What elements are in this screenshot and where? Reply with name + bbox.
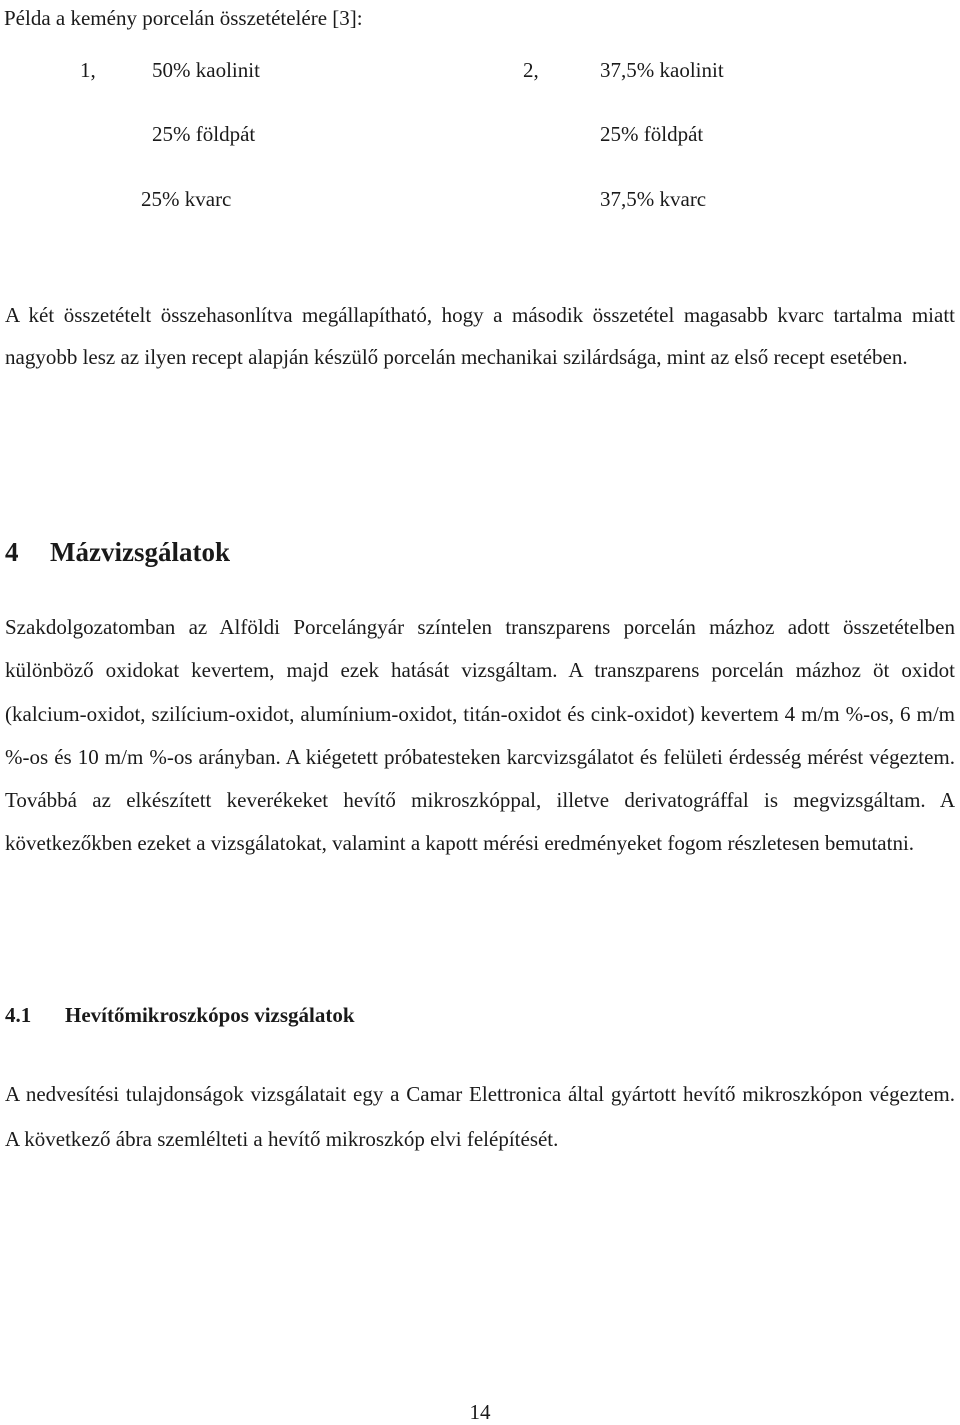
intro-text: Példa a kemény porcelán összetételére [3]: [4, 6, 363, 30]
subsection-number: 4.1 [5, 1003, 32, 1027]
subsection-heading [5, 1003, 355, 1028]
recipe-kvarc: 37,5% kvarc [600, 187, 707, 211]
section-title: Mázvizsgálatok [50, 537, 230, 567]
section-paragraph: Szakdolgozatomban az Alföldi Porcelángyár színtelen transzparens porcelán mázhoz adott összetételben különböző oxidokat kevertem, majd ezek hatását vizsgáltam. A transzparens porcelán mázhoz öt oxidot (kalcium-oxidot, szilícium-oxidot, alumínium-oxidot, titán-oxidot és cink-oxidot) kevertem 4 m/m %-os, 6 m/m %-os és 10 m/m %-os arányban. A kiégetett próbatesteken karcvizsgálatot és felületi érdesség mérést végeztem. Továbbá az elkészített keverékeket hevítő mikroszkóppal, illetve derivatográffal is megvizsgáltam. A következőkben ezeket a vizsgálatokat, valamint a kapott mérési eredményeket fogom részletesen bemutatni. [5, 615, 955, 856]
recipe-kaolinit: 37,5% kaolinit [600, 58, 724, 82]
recipe-kaolinit: 50% kaolinit [152, 58, 260, 82]
recipe-foldpat: 25% földpát [600, 122, 704, 146]
subsection-title: Hevítőmikroszkópos vizsgálatok [65, 1003, 355, 1027]
recipe-number: 1, [80, 58, 96, 82]
subsection-paragraph: A nedvesítési tulajdonságok vizsgálatait egy a Camar Elettronica által gyártott hevítő mikroszkópon végeztem. A következő ábra szemlélteti a hevítő mikroszkóp elvi felépítését. [5, 1082, 955, 1151]
section-number: 4 [5, 537, 19, 567]
page-number: 14 [469, 1400, 491, 1424]
comparison-paragraph: A két összetételt összehasonlítva megállapítható, hogy a második összetétel magasabb kvarc tartalma miatt nagyobb lesz az ilyen recept alapján készülő porcelán mechanikai szilárdsága, mint az első recept esetében. [5, 303, 955, 369]
section-heading [5, 537, 230, 568]
recipe-number: 2, [523, 58, 539, 82]
recipe-foldpat: 25% földpát [152, 122, 256, 146]
recipe-kvarc: 25% kvarc [141, 187, 232, 211]
